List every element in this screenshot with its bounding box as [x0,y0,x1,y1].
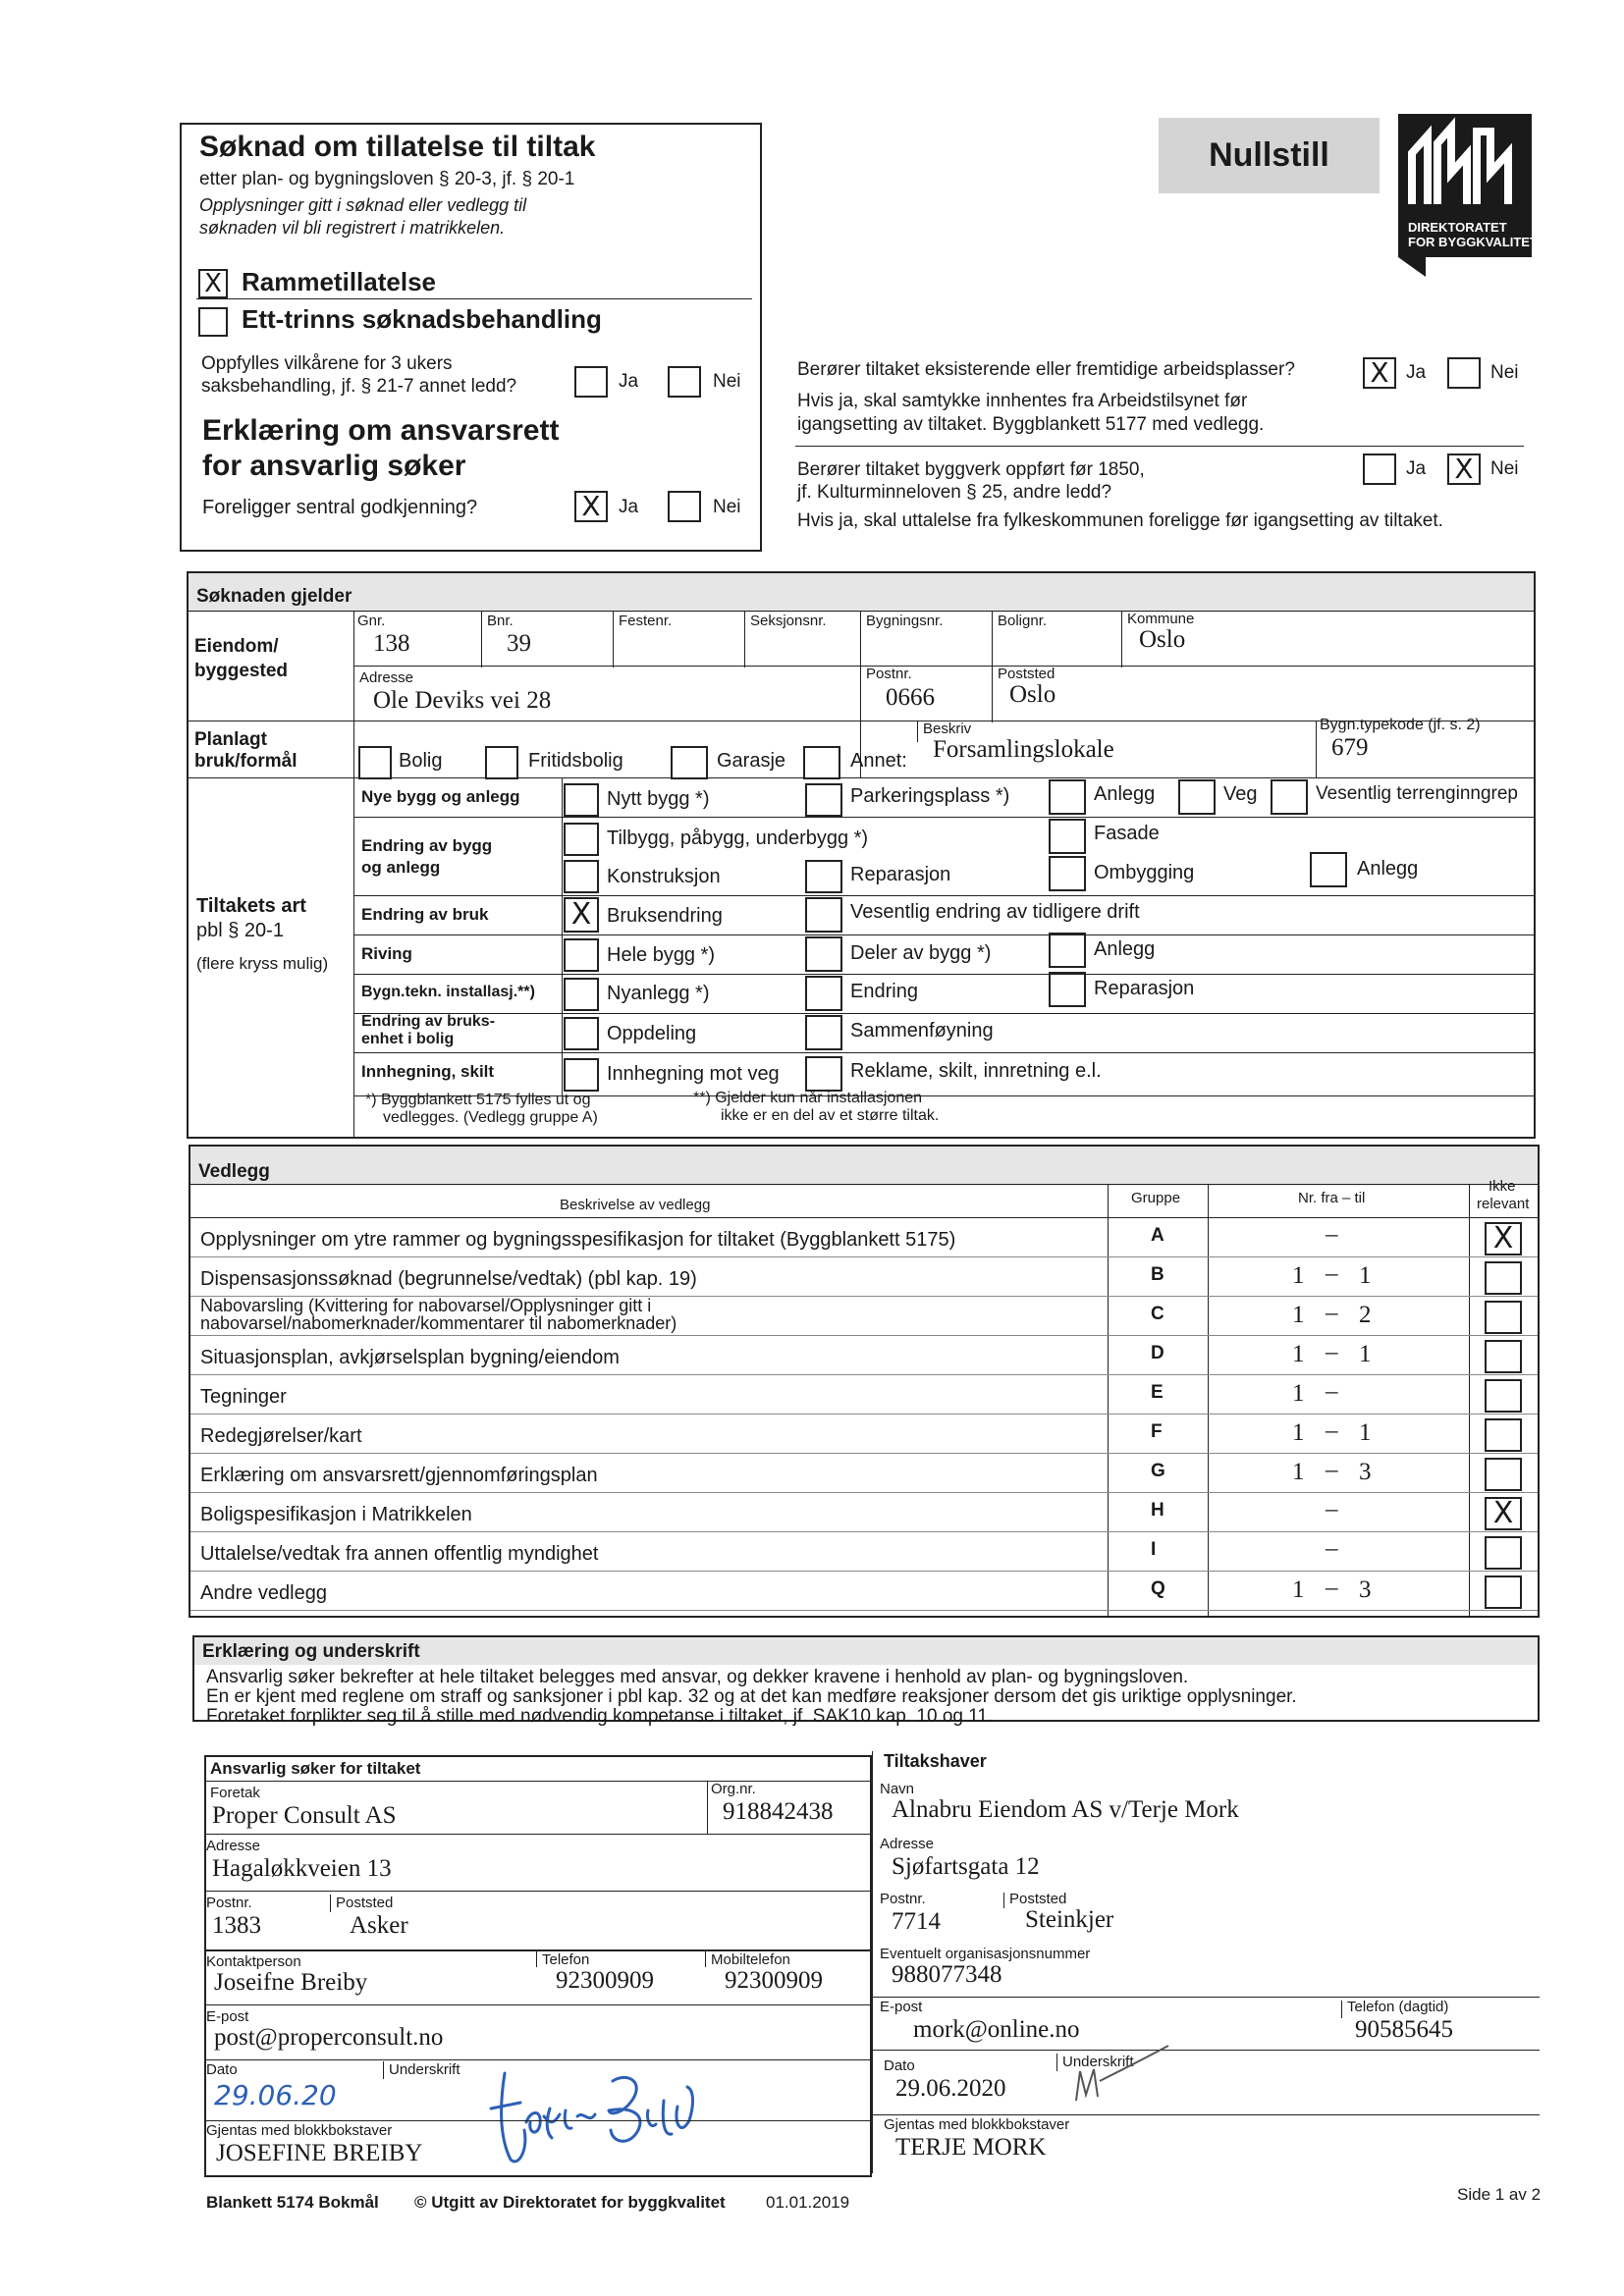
col-irrelevant-header-2: relevant [1477,1196,1530,1212]
irrelevant-checkbox[interactable] [1485,1458,1522,1491]
owner-poststed-label: Poststed [1009,1891,1067,1907]
attachment-description: Situasjonsplan, avkjørselsplan bygning/eiendom [200,1347,620,1368]
unit-change-label: Endring av bruks- [361,1013,496,1030]
attachment-description: Erklæring om ansvarsrett/gjennomføringsplan [200,1465,598,1486]
planned-use-label: Planlagt [194,729,267,750]
attachment-dash: – [1326,1457,1338,1483]
footer-form: Blankett 5174 Bokmål [206,2193,379,2212]
attachment-group: G [1151,1461,1165,1481]
typekode-field[interactable]: 679 [1331,734,1369,761]
heritage-nei-label: Nei [1490,458,1519,479]
three-weeks-nei-label: Nei [713,371,741,392]
facility-demolition-checkbox[interactable] [1049,933,1086,968]
three-weeks-ja-checkbox[interactable] [574,366,608,398]
heritage-question-2: jf. Kulturminneloven § 25, andre ledd? [797,482,1112,503]
terrain-checkbox[interactable] [1271,779,1308,815]
underskrift-label: Underskrift [389,2061,460,2078]
three-weeks-question-2: saksbehandling, jf. § 21-7 annet ledd? [201,376,517,397]
beskriv-field[interactable]: Forsamlingslokale [933,736,1114,763]
attachment-dash: – [1326,1221,1338,1248]
fence-sign-label: Innhegning, skilt [361,1062,495,1081]
installation-repair-option: Reparasjon [1094,978,1195,999]
table-row-divider [190,1571,1538,1572]
attachment-to[interactable]: 1 [1359,1341,1372,1367]
col-range-header: Nr. fra – til [1298,1190,1366,1206]
fritidsbolig-label: Fritidsbolig [528,750,623,772]
owner-underskrift-label: Underskrift [1062,2054,1134,2070]
new-installation-option: Nyanlegg *) [607,983,710,1004]
application-concerns-title: Søknaden gjelder [189,573,1534,613]
attachment-from[interactable]: 1 [1292,1459,1305,1485]
signature-text: Ansvarlig søker bekrefter at hele tiltaket belegges med ansvar, og dekker kravene i henhold av plan- og bygningsloven. [206,1667,1189,1687]
postnr-label-applicant: Postnr. [206,1895,252,1911]
attachment-from[interactable]: 1 [1292,1419,1305,1446]
owner-epost-label: E-post [880,1999,923,2015]
workplaces-ja-label: Ja [1406,362,1427,383]
adresse-label-applicant: Adresse [206,1838,261,1854]
owner-postnr-label: Postnr. [880,1891,926,1907]
irrelevant-checkbox[interactable]: X [1485,1497,1522,1530]
rebuilding-option: Ombygging [1094,862,1195,883]
rebuilding-checkbox[interactable] [1049,856,1086,891]
parking-checkbox[interactable] [805,783,842,817]
attachment-group: C [1151,1304,1164,1324]
ett-trinns-label: Ett-trinns søknadsbehandling [242,304,602,334]
footnote-1-2: vedlegges. (Vedlegg gruppe A) [383,1109,598,1126]
attachment-dash: – [1326,1575,1338,1601]
blokk-label: Gjentas med blokkbokstaver [206,2122,393,2139]
facility-demolition-option: Anlegg [1094,938,1156,960]
installation-change-option: Endring [850,981,918,1002]
attachment-dash: – [1326,1260,1338,1287]
repair-option: Reparasjon [850,864,951,885]
table-row-divider [190,1531,1538,1532]
declaration-title-2: for ansvarlig søker [202,450,466,482]
attachment-description: Dispensasjonssøknad (begrunnelse/vedtak) (pbl kap. 19) [200,1268,697,1290]
footer-publisher: © Utgitt av Direktoratet for byggkvalitet [414,2193,726,2212]
col-group-header: Gruppe [1131,1190,1181,1206]
central-nei-label: Nei [713,497,741,517]
workplaces-nei-label: Nei [1490,362,1519,383]
workplaces-info-2: igangsetting av tiltaket. Byggblankett 5177 med vedlegg. [797,414,1265,435]
kommune-label: Kommune [1127,611,1195,627]
heritage-ja-label: Ja [1406,458,1427,479]
attachment-from[interactable]: 1 [1292,1341,1305,1367]
owner-epost-field[interactable]: mork@online.no [913,2016,1080,2043]
unit-change-label-2: enhet i bolig [361,1031,455,1047]
navn-field[interactable]: Alnabru Eiendom AS v/Terje Mork [892,1796,1239,1823]
attachment-from[interactable]: 1 [1292,1302,1305,1328]
orgnr-label: Org.nr. [711,1781,756,1797]
measure-type-law: pbl § 20-1 [196,920,284,941]
logo-text-2: FOR BYGGKVALITET [1408,235,1538,249]
attachment-group: H [1151,1500,1164,1521]
operation-change-checkbox[interactable] [805,897,842,933]
bnr-field[interactable]: 39 [507,630,531,657]
table-row-divider [190,1335,1538,1336]
extension-option: Tilbygg, påbygg, underbygg *) [607,828,869,849]
three-weeks-question: Oppfylles vilkårene for 3 ukers [201,353,453,374]
rammetillatelse-checkbox[interactable]: X [198,269,228,298]
orgnr2-label: Eventuelt organisasjonsnummer [880,1946,1091,1962]
repair-checkbox[interactable] [805,860,842,893]
attachment-group: I [1151,1539,1157,1560]
facility-change-option: Anlegg [1357,858,1419,880]
attachment-dash: – [1326,1496,1338,1522]
gnr-field[interactable]: 138 [373,630,410,657]
table-row-divider [190,1453,1538,1454]
registry-note-2: søknaden vil bli registrert i matrikkelen. [199,218,506,238]
split-checkbox[interactable] [564,1017,599,1050]
poststed-field[interactable]: Oslo [1009,681,1056,708]
attachment-to[interactable]: 2 [1359,1302,1372,1328]
attachment-group: E [1151,1382,1164,1403]
irrelevant-checkbox[interactable] [1485,1301,1522,1334]
attachments-title: Vedlegg [190,1147,1538,1186]
garasje-label: Garasje [717,750,786,772]
adresse-field-applicant[interactable]: Hagaløkkveien 13 [212,1855,392,1882]
postnr-field-applicant[interactable]: 1383 [212,1912,261,1939]
irrelevant-checkbox[interactable] [1485,1575,1522,1609]
attachment-from[interactable]: 1 [1292,1576,1305,1603]
property-label-2: byggested [194,661,289,681]
owner-adresse-label: Adresse [880,1836,935,1852]
road-checkbox[interactable] [1178,779,1216,815]
heritage-nei-checkbox[interactable]: X [1447,454,1481,485]
sign-checkbox[interactable] [805,1056,842,1092]
attachment-description: Opplysninger om ytre rammer og bygningsspesifikasjon for tiltaket (Byggblankett 5175) [200,1229,956,1251]
poststed-label: Poststed [998,666,1056,682]
attachment-description-2: nabovarsel/nabomerknader/kommentarer til nabomerknader) [200,1313,677,1333]
postnr-label: Postnr. [866,666,912,682]
change-of-use-option: Bruksendring [607,905,723,927]
change-building-label: Endring av bygg [361,836,493,855]
logo [1398,114,1538,257]
epost-label: E-post [206,2008,249,2025]
footer-date: 01.01.2019 [766,2193,850,2212]
garasje-checkbox[interactable] [671,746,708,779]
irrelevant-checkbox[interactable] [1485,1340,1522,1373]
mobil-field[interactable]: 92300909 [725,1967,823,1994]
attachment-description: Uttalelse/vedtak fra annen offentlig myndighet [200,1543,599,1565]
annet-label: Annet: [850,750,907,772]
adresse-label: Adresse [359,669,414,686]
measure-type-hint: (flere kryss mulig) [196,954,329,973]
merge-checkbox[interactable] [805,1015,842,1050]
new-buildings-label: Nye bygg og anlegg [361,787,520,806]
fence-checkbox[interactable] [564,1058,599,1092]
facility-checkbox[interactable] [1049,779,1086,815]
attachment-dash: – [1326,1535,1338,1562]
telefon-label: Telefon [542,1951,590,1968]
whole-building-option: Hele bygg *) [607,944,716,966]
form-title: Søknad om tillatelse til tiltak [199,131,596,163]
attachment-description: Redegjørelser/kart [200,1425,362,1447]
telefon-field[interactable]: 92300909 [556,1967,654,1994]
bolig-label: Bolig [399,750,443,772]
registry-note: Opplysninger gitt i søknad eller vedlegg til [199,195,527,215]
irrelevant-checkbox[interactable] [1485,1418,1522,1452]
owner-poststed-field[interactable]: Steinkjer [1025,1906,1114,1933]
installation-label: Bygn.tekn. installasj.**) [361,984,535,1000]
bygningsnr-label: Bygningsnr. [866,613,944,629]
footnote-2-2: ikke er en del av et større tiltak. [721,1107,940,1124]
bolig-checkbox[interactable] [358,746,392,779]
attachment-to[interactable]: 1 [1359,1419,1372,1446]
typekode-label: Bygn.typekode (jf. s. 2) [1320,717,1481,733]
new-building-checkbox[interactable] [564,783,599,817]
applicant-signature [481,2052,707,2169]
irrelevant-checkbox[interactable] [1485,1536,1522,1570]
telefon-dag-field[interactable]: 90585645 [1355,2016,1453,2043]
logo-text: DIREKTORATET [1408,220,1507,235]
attachment-group: B [1151,1264,1164,1285]
facade-option: Fasade [1094,823,1160,844]
attachment-group: A [1151,1225,1164,1246]
footnote-1: *) Byggblankett 5175 fylles ut og [365,1092,591,1108]
logo-mark-icon [1398,114,1532,212]
three-weeks-ja-label: Ja [619,371,639,392]
mobil-label: Mobiltelefon [711,1951,790,1968]
change-building-label-2: og anlegg [361,858,441,877]
dato-label: Dato [206,2061,238,2078]
central-ja-label: Ja [619,497,639,517]
col-irrelevant-header: Ikke [1489,1178,1516,1195]
merge-option: Sammenføyning [850,1020,994,1041]
facility-option: Anlegg [1094,783,1156,805]
measure-type-label: Tiltakets art [196,895,306,917]
attachment-dash: – [1326,1417,1338,1444]
attachment-group: F [1151,1421,1163,1442]
kontakt-field[interactable]: Joseifne Breiby [214,1969,368,1996]
central-approval-question: Foreligger sentral godkjenning? [202,497,478,518]
foretak-field[interactable]: Proper Consult AS [212,1802,397,1829]
footnote-2: **) Gjelder kun når installasjonen [693,1090,923,1106]
ett-trinns-checkbox[interactable] [198,307,228,337]
footer-page: Side 1 av 2 [1457,2185,1542,2204]
applicant-title: Ansvarlig søker for tiltaket [210,1759,421,1778]
kontakt-label: Kontaktperson [206,1953,301,1970]
owner-adresse-field[interactable]: Sjøfartsgata 12 [892,1853,1040,1880]
form-subtitle: etter plan- og bygningsloven § 20-3, jf. § 20-1 [199,169,575,189]
change-of-use-checkbox[interactable]: X [564,897,599,933]
reset-button[interactable]: Nullstill [1159,118,1380,193]
seksjonsnr-label: Seksjonsnr. [750,613,827,629]
declaration-title: Erklæring om ansvarsrett [202,414,560,447]
attachment-description: Andre vedlegg [200,1582,327,1604]
terrain-option: Vesentlig terrenginngrep [1316,783,1518,804]
poststed-label-applicant: Poststed [336,1895,394,1911]
facility-change-checkbox[interactable] [1310,852,1347,887]
table-row-divider [190,1374,1538,1375]
foretak-label: Foretak [210,1785,260,1801]
gnr-label: Gnr. [357,613,386,629]
construction-option: Konstruksjon [607,866,721,887]
owner-title: Tiltakshaver [884,1751,987,1771]
beskriv-label: Beskriv [923,721,972,737]
kommune-field[interactable]: Oslo [1139,626,1186,653]
workplaces-question: Berører tiltaket eksisterende eller fremtidige arbeidsplasser? [797,359,1295,380]
installation-change-checkbox[interactable] [805,976,842,1011]
attachment-group: D [1151,1343,1164,1363]
new-installation-checkbox[interactable] [564,978,599,1011]
col-description-header: Beskrivelse av vedlegg [560,1197,711,1213]
attachment-description: Boligspesifikasjon i Matrikkelen [200,1504,472,1525]
partial-building-checkbox[interactable] [805,936,842,972]
sign-option: Reklame, skilt, innretning e.l. [850,1060,1102,1082]
attachment-to[interactable]: 1 [1359,1262,1372,1289]
heritage-question: Berører tiltaket byggverk oppført før 1850, [797,459,1145,480]
planned-use-label-2: bruk/formål [194,751,298,772]
workplaces-ja-checkbox[interactable]: X [1363,357,1396,389]
extension-checkbox[interactable] [564,823,599,856]
navn-label: Navn [880,1781,915,1797]
central-ja-checkbox[interactable]: X [574,491,608,522]
table-row-divider [190,1256,1538,1257]
attachment-from[interactable]: 1 [1292,1380,1305,1407]
parking-option: Parkeringsplass *) [850,785,1010,807]
workplaces-nei-checkbox[interactable] [1447,357,1481,389]
telefon-dag-label: Telefon (dagtid) [1347,1999,1449,2015]
attachment-from[interactable]: 1 [1292,1262,1305,1289]
bnr-label: Bnr. [487,613,514,629]
attachment-group: Q [1151,1578,1165,1599]
attachment-to[interactable]: 3 [1359,1576,1372,1603]
attachment-dash: – [1326,1339,1338,1365]
bolignr-label: Bolignr. [998,613,1048,629]
change-use-label: Endring av bruk [361,905,489,924]
irrelevant-checkbox[interactable] [1485,1261,1522,1295]
signature-title: Erklæring og underskrift [194,1637,1538,1665]
table-row-divider [190,1492,1538,1493]
irrelevant-checkbox[interactable]: X [1485,1222,1522,1255]
whole-building-checkbox[interactable] [564,938,599,972]
orgnr-field[interactable]: 918842438 [723,1798,834,1825]
attachment-dash: – [1326,1378,1338,1405]
central-nei-checkbox[interactable] [668,491,701,522]
installation-repair-checkbox[interactable] [1049,972,1086,1007]
rammetillatelse-label: Rammetillatelse [242,267,436,296]
owner-dato-label: Dato [884,2057,915,2074]
blokk-field[interactable]: JOSEFINE BREIBY [216,2140,423,2166]
epost-field[interactable]: post@properconsult.no [214,2024,444,2051]
signature-text-3: Foretaket forplikter seg til å stille med nødvendig kompetanse i tiltaket, jf. SAK10 kap. 10 og 11. [206,1706,994,1727]
owner-blokk-label: Gjentas med blokkbokstaver [884,2116,1070,2133]
festenr-label: Festenr. [619,613,673,629]
owner-dato-field[interactable]: 29.06.2020 [895,2075,1006,2102]
attachment-dash: – [1326,1300,1338,1326]
postnr-field[interactable]: 0666 [886,684,935,711]
dato-field[interactable]: 29.06.20 [214,2079,337,2111]
table-row-divider [190,1610,1538,1611]
workplaces-info: Hvis ja, skal samtykke innhentes fra Arbeidstilsynet før [797,391,1248,411]
table-row-divider [190,1414,1538,1415]
split-option: Oppdeling [607,1023,697,1044]
irrelevant-checkbox[interactable] [1485,1379,1522,1413]
owner-blokk-field[interactable]: TERJE MORK [895,2134,1047,2161]
facade-checkbox[interactable] [1049,819,1086,854]
road-option: Veg [1223,783,1258,805]
owner-signature [1060,2042,1178,2110]
annet-checkbox[interactable] [803,746,840,779]
partial-building-option: Deler av bygg *) [850,942,992,964]
heritage-ja-checkbox[interactable] [1363,454,1396,485]
three-weeks-nei-checkbox[interactable] [668,366,701,398]
owner-postnr-field[interactable]: 7714 [892,1908,941,1935]
demolition-label: Riving [361,944,412,963]
fritidsbolig-checkbox[interactable] [485,746,518,779]
signature-text-2: En er kjent med reglene om straff og sanksjoner i pbl kap. 32 og at det kan medføre reaksjoner dersom det gis uriktige opplysninger. [206,1686,1297,1707]
attachment-description: Nabovarsling (Kvittering for nabovarsel/Opplysninger gitt i [200,1296,652,1315]
attachment-to[interactable]: 3 [1359,1459,1372,1485]
adresse-field[interactable]: Ole Deviks vei 28 [373,687,552,714]
operation-change-option: Vesentlig endring av tidligere drift [850,901,1140,923]
attachment-description: Tegninger [200,1386,287,1408]
property-label: Eiendom/ [194,636,279,657]
heritage-info: Hvis ja, skal uttalelse fra fylkeskommunen foreligge før igangsetting av tiltaket. [797,510,1443,531]
logo-corner [1398,257,1426,277]
poststed-field-applicant[interactable]: Asker [350,1912,408,1939]
new-building-option: Nytt bygg *) [607,788,710,810]
construction-checkbox[interactable] [564,860,599,893]
orgnr2-field[interactable]: 988077348 [892,1961,1002,1988]
fence-option: Innhegning mot veg [607,1063,780,1085]
